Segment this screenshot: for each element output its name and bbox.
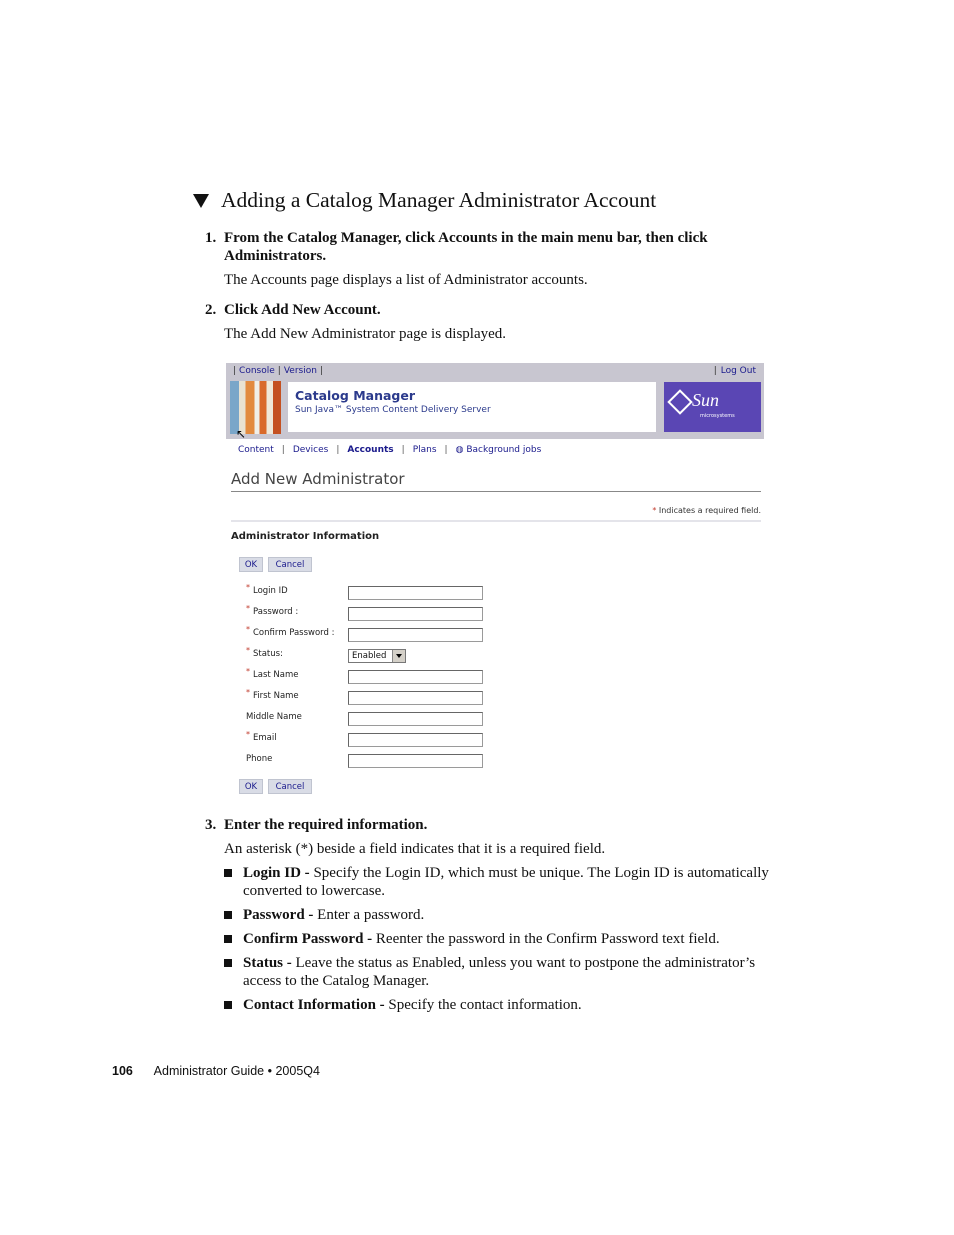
confirm-password-label: * Confirm Password :	[246, 625, 335, 638]
masthead	[226, 363, 764, 439]
square-bullet-icon	[224, 1001, 232, 1009]
footer-separator: •	[267, 1064, 276, 1078]
cancel-button-bottom[interactable]: Cancel	[268, 779, 312, 794]
middle-name-input[interactable]	[348, 712, 483, 726]
step-3-result: An asterisk (*) beside a field indicates that it is a required field.	[224, 841, 606, 857]
required-note	[652, 506, 761, 515]
square-bullet-icon	[224, 935, 232, 943]
chevron-down-icon[interactable]	[392, 650, 405, 662]
section-divider	[231, 520, 761, 522]
first-name-label: * First Name	[246, 688, 299, 701]
confirm-password-input[interactable]	[348, 628, 483, 642]
triangle-bullet-icon	[193, 194, 209, 208]
globe-icon: ◍	[455, 445, 464, 455]
required-asterisk-icon: *	[652, 506, 657, 515]
last-name-input[interactable]	[348, 670, 483, 684]
doc-version: 2005Q4	[275, 1064, 320, 1078]
sun-diamond-icon	[667, 389, 692, 414]
add-administrator-screenshot	[226, 363, 764, 799]
nav-background-jobs[interactable]	[456, 445, 542, 455]
title-divider	[231, 491, 761, 492]
nav-plans[interactable]: Plans	[412, 445, 437, 455]
bullet-term: Login ID -	[243, 865, 310, 881]
ok-button-top[interactable]: OK	[239, 557, 263, 572]
sun-logo-subtext: microsystems	[700, 413, 735, 419]
square-bullet-icon	[224, 959, 232, 967]
login-id-label: * Login ID	[246, 583, 288, 596]
app-subtitle: Sun Java™ System Content Delivery Server	[295, 405, 491, 415]
nav-content[interactable]: Content	[238, 445, 274, 455]
middle-name-label: Middle Name	[246, 712, 302, 722]
bullet-text: Enter a password.	[317, 907, 425, 923]
page-footer	[112, 1064, 320, 1078]
step-1-result: The Accounts page displays a list of Administrator accounts.	[224, 272, 588, 288]
sun-logo-text: Sun	[692, 390, 719, 410]
password-input[interactable]	[348, 607, 483, 621]
bullet-text: Leave the status as Enabled, unless you want to postpone the administrator’s access to the Catalog Manager.	[243, 955, 756, 989]
page-title: Add New Administrator	[231, 470, 405, 488]
cancel-button-top[interactable]: Cancel	[268, 557, 312, 572]
status-select[interactable]	[348, 649, 406, 663]
step-number: 3.	[205, 817, 217, 833]
bullet-term: Status -	[243, 955, 292, 971]
step-2	[205, 301, 381, 319]
version-link[interactable]: Version	[283, 366, 317, 376]
square-bullet-icon	[224, 911, 232, 919]
bullet-term: Contact Information -	[243, 997, 385, 1013]
square-bullet-icon	[224, 869, 232, 877]
status-select-value: Enabled	[352, 651, 387, 661]
bullet-term: Confirm Password -	[243, 931, 373, 947]
required-note-text: Indicates a required field.	[658, 506, 761, 515]
bullet-text: Specify the contact information.	[388, 997, 582, 1013]
step-number: 2.	[205, 302, 217, 318]
main-menu-bar: Content | Devices | Accounts | Plans | ◍ Background jobs	[238, 445, 542, 455]
step-text: From the Catalog Manager, click Accounts in the main menu bar, then click Administrators.	[224, 230, 708, 264]
doc-title: Administrator Guide	[153, 1064, 265, 1078]
password-label: * Password :	[246, 604, 299, 617]
phone-label: Phone	[246, 754, 273, 764]
page-number: 106	[112, 1064, 133, 1078]
step-text: Click Add New Account.	[224, 302, 381, 318]
phone-input[interactable]	[348, 754, 483, 768]
bullet-term: Password -	[243, 907, 314, 923]
nav-devices[interactable]: Devices	[292, 445, 329, 455]
login-id-input[interactable]	[348, 586, 483, 600]
mouse-pointer-icon: ↖	[236, 427, 247, 441]
step-1	[205, 229, 708, 264]
app-title: Catalog Manager	[295, 388, 415, 403]
console-link[interactable]: Console	[239, 366, 275, 376]
section-title: Administrator Information	[231, 531, 380, 542]
status-label: * Status:	[246, 646, 283, 659]
last-name-label: * Last Name	[246, 667, 299, 680]
email-label: * Email	[246, 730, 277, 743]
utility-nav: | Console | Version |	[233, 366, 323, 376]
step-number: 1.	[205, 230, 217, 246]
first-name-input[interactable]	[348, 691, 483, 705]
nav-accounts[interactable]: Accounts	[347, 445, 394, 455]
app-title-box	[288, 382, 656, 432]
logout-link[interactable]: Log Out	[720, 366, 756, 376]
bullet-text: Reenter the password in the Confirm Password text field.	[375, 931, 720, 947]
sun-logo	[664, 382, 761, 432]
step-3	[205, 816, 428, 834]
logout-area: | Log Out	[713, 366, 756, 376]
nav-background-jobs-label: Background jobs	[466, 445, 542, 455]
email-input[interactable]	[348, 733, 483, 747]
bullet-text: Specify the Login ID, which must be unique. The Login ID is automatically converted to lowercase.	[243, 865, 769, 899]
section-heading-text: Adding a Catalog Manager Administrator Account	[221, 188, 657, 212]
step-2-result: The Add New Administrator page is displayed.	[224, 326, 507, 342]
ok-button-bottom[interactable]: OK	[239, 779, 263, 794]
step-text: Enter the required information.	[224, 817, 428, 833]
section-heading	[193, 188, 656, 213]
